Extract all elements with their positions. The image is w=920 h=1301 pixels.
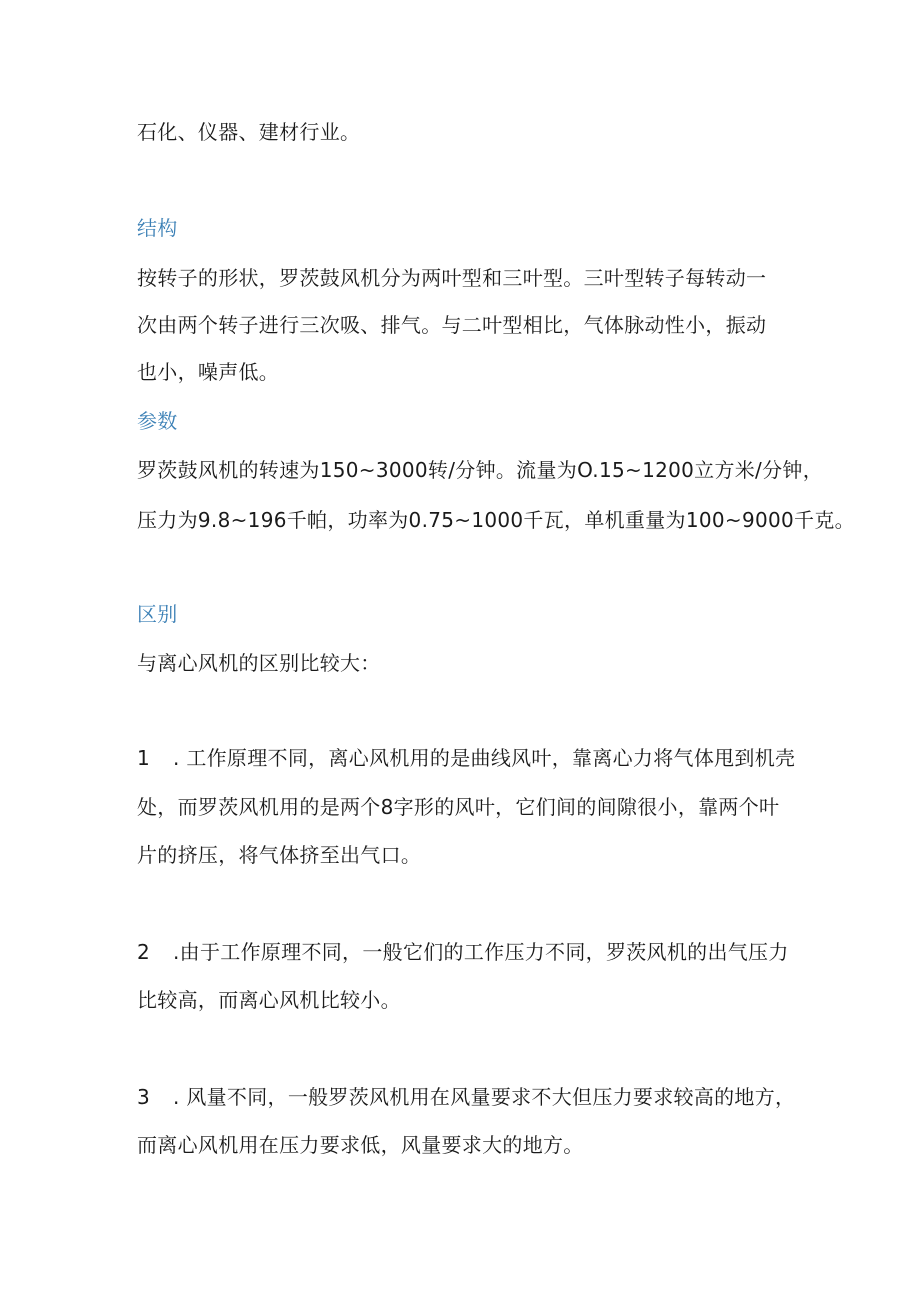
list-item-2-text: .由于工作原理不同，一般它们的工作压力不同，罗茨风机的出气压力	[173, 940, 789, 964]
list-item-1-line-3: 片的挤压，将气体挤至出气口。	[137, 843, 422, 867]
params-line-2: 压力为9.8~196千帕，功率为0.75~1000千瓦，单机重量为100~9000千克。	[137, 508, 855, 532]
params-line-1: 罗茨鼓风机的转速为150~3000转/分钟。流量为O.15~1200立方米/分钟，	[137, 458, 824, 482]
params-heading: 参数	[137, 409, 178, 433]
list-item-3-number: 3	[137, 1085, 151, 1109]
intro-line: 石化、仪器、建材行业。	[137, 120, 361, 144]
list-item-2-number: 2	[137, 940, 151, 964]
list-item-3-text: . 风量不同，一般罗茨风机用在风量要求不大但压力要求较高的地方，	[173, 1085, 796, 1109]
structure-line-3: 也小，噪声低。	[137, 360, 280, 384]
structure-line-1: 按转子的形状，罗茨鼓风机分为两叶型和三叶型。三叶型转子每转动一	[137, 266, 767, 290]
list-item-1-number: 1	[137, 746, 151, 770]
list-item-1-line-2: 处，而罗茨风机用的是两个8字形的风叶，它们间的间隙很小，靠两个叶	[137, 795, 780, 819]
structure-heading: 结构	[137, 216, 178, 240]
list-item-3-line-2: 而离心风机用在压力要求低，风量要求大的地方。	[137, 1133, 584, 1157]
list-item-2-line-2: 比较高，而离心风机比较小。	[137, 988, 401, 1012]
list-item-3-line-1	[137, 1085, 795, 1109]
structure-line-2: 次由两个转子进行三次吸、排气。与二叶型相比，气体脉动性小，振动	[137, 313, 767, 337]
difference-heading: 区别	[137, 602, 178, 626]
list-item-2-line-1	[137, 940, 789, 964]
list-item-1-text: . 工作原理不同，离心风机用的是曲线风叶，靠离心力将气体甩到机壳	[173, 746, 796, 770]
difference-intro: 与离心风机的区别比较大：	[137, 651, 381, 675]
list-item-1-line-1	[137, 746, 795, 770]
